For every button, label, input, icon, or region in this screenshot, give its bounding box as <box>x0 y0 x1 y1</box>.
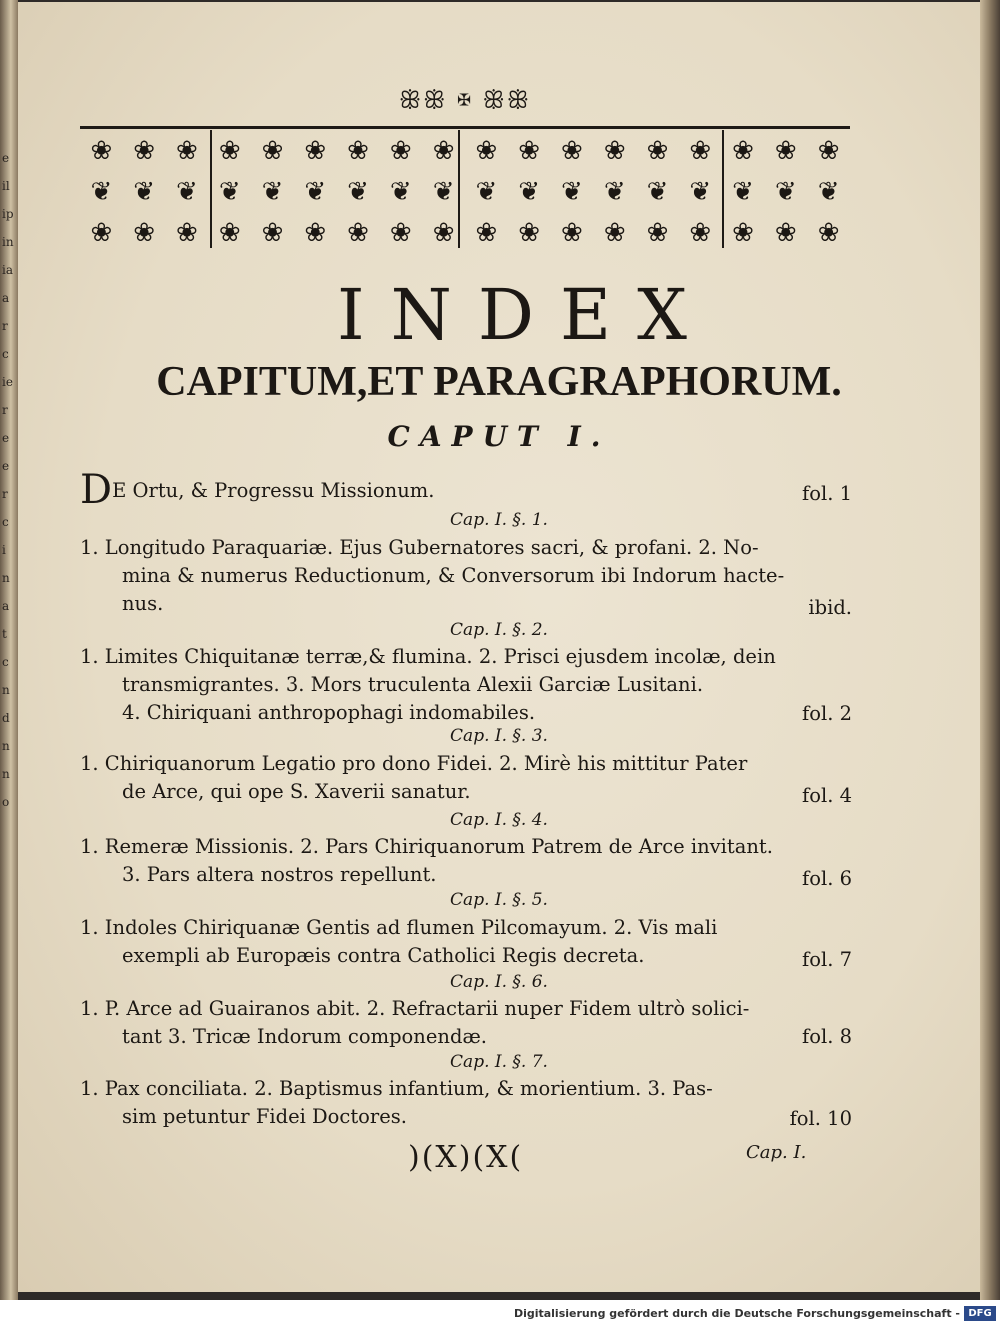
headpiece-flower-icon: ❀ <box>689 218 712 249</box>
left-page-fragment: ia <box>2 263 13 277</box>
headpiece-flower-icon: ❀ <box>304 218 327 249</box>
left-page-fragment: c <box>2 655 9 669</box>
headpiece-flower-icon: ❦ <box>304 176 327 207</box>
folio-ref: fol. 1 <box>802 482 852 505</box>
headpiece-flower-icon: ❦ <box>646 176 669 207</box>
headpiece-flower-icon: ❀ <box>732 135 754 166</box>
headpiece-flower-icon: ❀ <box>561 218 583 249</box>
folio-ref: fol. 10 <box>789 1107 852 1130</box>
headpiece-flower-icon: ❀ <box>133 135 156 166</box>
headpiece-flower-icon: ❀ <box>475 135 498 166</box>
headpiece-divider <box>722 130 724 248</box>
top-ornament: ꕥꕥ ✠ ꕥꕥ <box>398 86 532 114</box>
left-page-fragment: t <box>2 627 7 641</box>
page-title: INDEX <box>337 274 713 356</box>
entry-line: 1. Longitudo Paraquariæ. Ejus Gubernatores sacri, & profani. 2. No- <box>80 536 759 559</box>
book-page <box>18 2 982 1292</box>
entry-line: 1. Limites Chiquitanæ terræ,& flumina. 2. Prisci ejusdem incolæ, dein <box>80 645 776 668</box>
headpiece-flower-icon: ❀ <box>261 218 284 249</box>
left-page-fragment: il <box>2 179 10 193</box>
headpiece-flower-icon: ❀ <box>518 218 541 249</box>
left-page-fragment: e <box>2 459 10 473</box>
left-page-fragment: ip <box>2 207 14 221</box>
headpiece-flower-icon: ❦ <box>817 176 840 207</box>
section-heading: Cap. I. §. 7. <box>450 1052 548 1072</box>
headpiece-flower-icon: ❀ <box>176 135 198 166</box>
headpiece-flower-icon: ❀ <box>518 135 541 166</box>
page-subtitle: CAPITUM,ET PARAGRAPHORUM. <box>156 359 842 405</box>
headpiece-divider <box>458 130 460 248</box>
left-page-fragment: o <box>2 795 10 809</box>
headpiece-flower-icon: ❀ <box>817 135 840 166</box>
entry-line: 4. Chiriquani anthropophagi indomabiles. <box>122 701 536 724</box>
headpiece-flower-icon: ❀ <box>774 135 797 166</box>
left-page-fragment: ie <box>2 375 13 389</box>
headpiece-flower-icon: ❀ <box>561 135 583 166</box>
left-page-fragment: i <box>2 543 6 557</box>
headpiece-flower-icon: ❀ <box>432 218 455 249</box>
headpiece-flower-icon: ❀ <box>304 135 327 166</box>
left-page-fragment: r <box>2 319 8 333</box>
folio-ref: fol. 6 <box>802 867 852 890</box>
intro-text: E Ortu, & Progressu Missionum. <box>112 479 435 502</box>
headpiece-flower-icon: ❦ <box>347 176 369 207</box>
headpiece-flower-icon: ❀ <box>603 218 626 249</box>
left-page-fragment: a <box>2 291 10 305</box>
section-heading: Cap. I. §. 1. <box>450 510 548 530</box>
headpiece-flower-icon: ❀ <box>347 218 369 249</box>
entry-line: tant 3. Tricæ Indorum componendæ. <box>122 1025 487 1048</box>
left-page-fragment: r <box>2 487 8 501</box>
left-page-fragment: c <box>2 515 9 529</box>
headpiece-flower-icon: ❦ <box>133 176 156 207</box>
left-page-fragment: n <box>2 767 10 781</box>
entry-line: 3. Pars altera nostros repellunt. <box>122 863 437 886</box>
entry-line: 1. Indoles Chiriquanæ Gentis ad flumen Pilcomayum. 2. Vis mali <box>80 916 718 939</box>
headpiece-flower-icon: ❦ <box>432 176 455 207</box>
entry-line: mina & numerus Reductionum, & Conversorum ibi Indorum hacte- <box>122 564 785 587</box>
section-heading: Cap. I. §. 2. <box>450 620 548 640</box>
credit-text: Digitalisierung gefördert durch die Deutsche Forschungsgemeinschaft - <box>513 1307 960 1320</box>
headpiece-flower-icon: ❀ <box>218 135 241 166</box>
folio-ref: fol. 7 <box>802 948 852 971</box>
headpiece-flower-icon: ❀ <box>176 218 198 249</box>
credit-bar <box>0 1300 1000 1329</box>
headpiece-flower-icon: ❀ <box>689 135 712 166</box>
headpiece-flower-icon: ❀ <box>646 135 669 166</box>
headpiece-flower-icon: ❦ <box>689 176 712 207</box>
entry-line: 1. P. Arce ad Guairanos abit. 2. Refractarii nuper Fidem ultrò solici- <box>80 997 750 1020</box>
headpiece-flower-icon: ❀ <box>432 135 455 166</box>
headpiece-flower-icon: ❦ <box>475 176 498 207</box>
entry-line: 1. Chiriquanorum Legatio pro dono Fidei. 2. Mirè his mittitur Pater <box>80 752 748 775</box>
headpiece-flower-icon: ❀ <box>603 135 626 166</box>
headpiece-flower-icon: ❦ <box>218 176 241 207</box>
headpiece-flower-icon: ❦ <box>261 176 284 207</box>
left-page-fragment: n <box>2 683 10 697</box>
entry-line: de Arce, qui ope S. Xaverii sanatur. <box>122 780 471 803</box>
headpiece-flower-icon: ❦ <box>774 176 797 207</box>
headpiece-flower-icon: ❀ <box>218 218 241 249</box>
headpiece-flower-icon: ❦ <box>561 176 583 207</box>
headpiece-flower-icon: ❀ <box>90 135 113 166</box>
headpiece-flower-icon: ❀ <box>732 218 754 249</box>
headpiece-flower-icon: ❦ <box>90 176 113 207</box>
left-page-fragment: c <box>2 347 9 361</box>
section-heading: Cap. I. §. 6. <box>450 972 548 992</box>
left-page-fragment: r <box>2 403 8 417</box>
left-page-fragment: e <box>2 431 10 445</box>
entry-line: 1. Remeræ Missionis. 2. Pars Chiriquanorum Patrem de Arce invitant. <box>80 835 773 858</box>
headpiece-flower-icon: ❀ <box>817 218 840 249</box>
folio-ref: fol. 2 <box>802 702 852 725</box>
headpiece-flower-icon: ❀ <box>347 135 369 166</box>
entry-line: nus. <box>122 592 164 615</box>
headpiece-flower-icon: ❦ <box>518 176 541 207</box>
folio-ref: ibid. <box>808 596 852 619</box>
page-edge <box>980 0 1000 1300</box>
entry-line: transmigrantes. 3. Mors truculenta Alexii Garciæ Lusitani. <box>122 673 704 696</box>
headpiece-flower-icon: ❀ <box>475 218 498 249</box>
headpiece-divider <box>210 130 212 248</box>
left-page-edge <box>0 0 18 1300</box>
headpiece-ornament <box>80 130 850 254</box>
headpiece-flower-icon: ❦ <box>603 176 626 207</box>
headpiece-flower-icon: ❀ <box>774 218 797 249</box>
left-page-fragment: d <box>2 711 10 725</box>
section-heading: Cap. I. §. 5. <box>450 890 548 910</box>
left-page-fragment: n <box>2 739 10 753</box>
section-heading: Cap. I. §. 4. <box>450 810 548 830</box>
left-page-fragment: n <box>2 571 10 585</box>
headpiece-flower-icon: ❀ <box>90 218 113 249</box>
headpiece-flower-icon: ❀ <box>133 218 156 249</box>
intro-line <box>80 467 852 513</box>
entry-line: sim petuntur Fidei Doctores. <box>122 1105 407 1128</box>
folio-ref: fol. 4 <box>802 784 852 807</box>
left-page-fragment: e <box>2 151 10 165</box>
headpiece-flower-icon: ❦ <box>389 176 412 207</box>
drop-cap: D <box>80 467 113 513</box>
dfg-logo: DFG <box>964 1306 996 1321</box>
entry-line: 1. Pax conciliata. 2. Baptismus infantium, & morientium. 3. Pas- <box>80 1077 713 1100</box>
folio-ref: fol. 8 <box>802 1025 852 1048</box>
left-page-fragment: a <box>2 599 10 613</box>
headpiece-rule <box>80 126 850 129</box>
entry-line: exempli ab Europæis contra Catholici Regis decreta. <box>122 944 645 967</box>
headpiece-flower-icon: ❀ <box>389 135 412 166</box>
headpiece-flower-icon: ❦ <box>732 176 754 207</box>
headpiece-flower-icon: ❦ <box>176 176 198 207</box>
headpiece-flower-icon: ❀ <box>389 218 412 249</box>
headpiece-flower-icon: ❀ <box>261 135 284 166</box>
signature-mark: )(X)(X( <box>408 1140 524 1175</box>
left-page-fragment: in <box>2 235 14 249</box>
headpiece-flower-icon: ❀ <box>646 218 669 249</box>
catchword: Cap. I. <box>746 1142 807 1163</box>
chapter-heading: CAPUT I. <box>387 420 611 453</box>
section-heading: Cap. I. §. 3. <box>450 726 548 746</box>
